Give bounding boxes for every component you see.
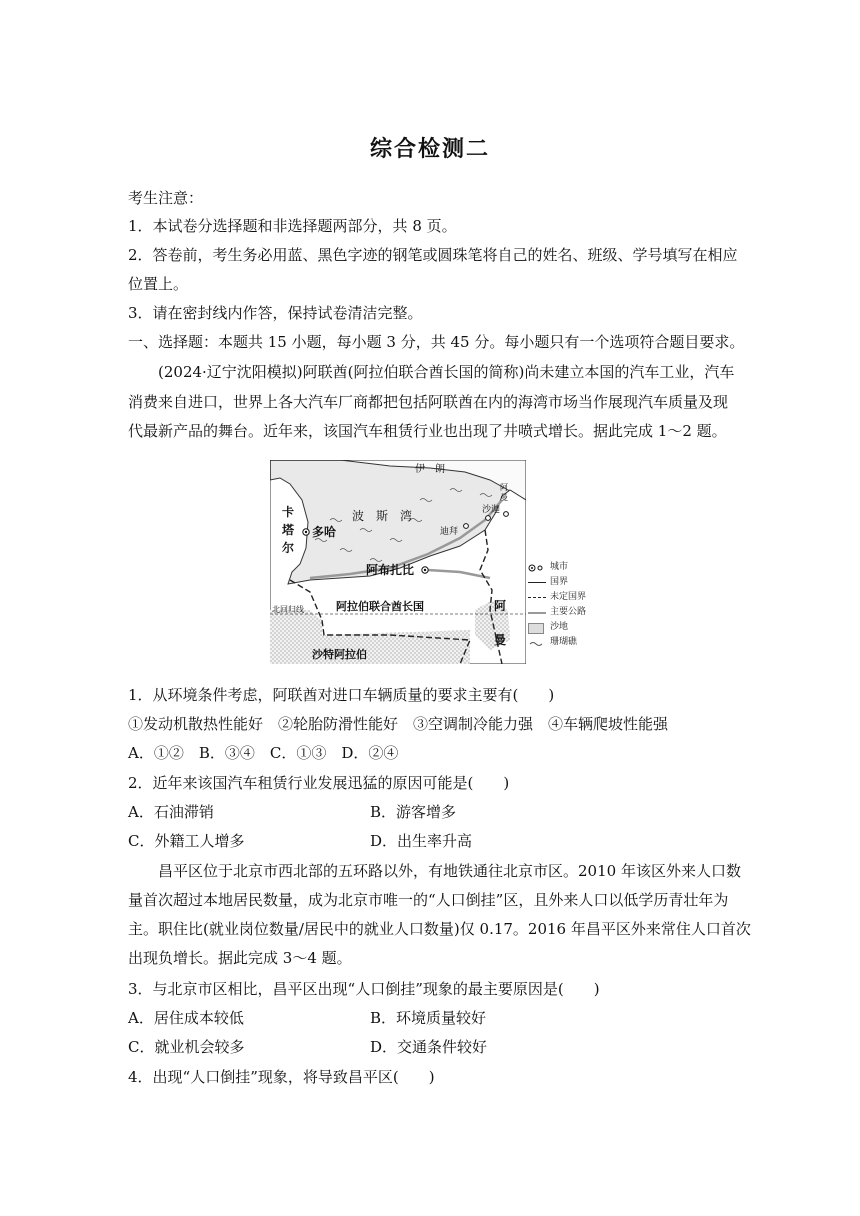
legend-undefined-border-label: 未定国界 xyxy=(550,592,587,602)
label-sharjah: 沙迦 xyxy=(482,505,501,515)
q3-option-c: C．就业机会较多 xyxy=(128,1038,245,1056)
notice-heading: 考生注意： xyxy=(128,189,204,207)
q1-stem: 1．从环境条件考虑，阿联酋对进口车辆质量的要求主要有( ) xyxy=(128,686,555,704)
legend-sand xyxy=(528,620,608,635)
city-sharjah-marker xyxy=(486,516,491,521)
q3-option-b: B．环境质量较好 xyxy=(370,1009,487,1027)
q2-stem: 2．近年来该国汽车租赁行业发展迅猛的原因可能是( ) xyxy=(128,774,510,792)
label-oman-1: 阿 xyxy=(494,599,507,613)
legend-road-label: 主要公路 xyxy=(550,607,587,617)
q2-option-a: A．石油滞销 xyxy=(128,803,214,821)
q3-stem: 3．与北京市区相比，昌平区出现“人口倒挂”现象的最主要原因是( ) xyxy=(128,980,600,998)
q4-stem: 4．出现“人口倒挂”现象，将导致昌平区( ) xyxy=(128,1068,435,1086)
passage2-line-4: 出现负增长。据此完成 3～4 题。 xyxy=(128,949,352,967)
label-qatar-2: 塔 xyxy=(282,523,295,537)
page-title: 综合检测二 xyxy=(369,136,490,162)
q1-items: ①发动机散热性能好 ②轮胎防滑性能好 ③空调制冷能力强 ④车辆爬坡性能强 xyxy=(128,715,669,733)
notice-item-2: 2．答卷前，考生务必用蓝、黑色字迹的钢笔或圆珠笔将自己的姓名、班级、学号填写在相应 xyxy=(128,246,738,264)
legend-city xyxy=(528,560,608,575)
legend-city-label: 城市 xyxy=(550,562,569,572)
notice-item-3: 3．请在密封线内作答，保持试卷清洁完整。 xyxy=(128,304,423,322)
label-dubai: 迪拜 xyxy=(440,527,459,537)
label-doha: 多哈 xyxy=(312,525,337,539)
legend-road xyxy=(528,605,608,620)
label-oman-2: 曼 xyxy=(494,633,507,647)
passage1-line-1: (2024·辽宁沈阳模拟)阿联酋(阿拉伯联合酋长国的简称)尚未建立本国的汽车工业，汽车 xyxy=(158,363,735,381)
notice-item-2-cont: 位置上。 xyxy=(128,275,189,293)
q3-option-a: A．居住成本较低 xyxy=(128,1009,244,1027)
label-qatar-1: 卡 xyxy=(282,505,295,519)
legend-border-label: 国界 xyxy=(550,577,569,587)
label-uae: 阿拉伯联合酋长国 xyxy=(336,600,424,613)
passage2-line-3: 主。职住比(就业岗位数量/居民中的就业人口数量)仅 0.17。2016 年昌平区外来常住人口首次 xyxy=(128,920,751,938)
label-oman-top-2: 曼 xyxy=(500,493,508,502)
city-dubai-marker xyxy=(464,524,469,529)
passage1-line-2: 消费来自进口，世界上各大汽车厂商都把包括阿联酋在内的海湾市场当作展现汽车质量及现 xyxy=(128,393,729,411)
city-oman-top-marker xyxy=(504,512,509,517)
q3-option-d: D．交通条件较好 xyxy=(370,1038,488,1056)
legend-undefined-border xyxy=(528,590,608,605)
map-legend xyxy=(528,560,608,650)
label-gulf: 波 斯 湾 xyxy=(352,509,413,523)
label-tropic: 北回归线 xyxy=(272,605,304,614)
legend-coral xyxy=(528,635,608,650)
city-doha-marker xyxy=(303,529,309,535)
legend-sand-label: 沙地 xyxy=(550,622,569,632)
label-saudi: 沙特阿拉伯 xyxy=(312,648,367,661)
label-iran: 伊 朗 xyxy=(415,464,445,475)
notice-item-1: 1．本试卷分选择题和非选择题两部分，共 8 页。 xyxy=(128,217,457,235)
passage1-line-3: 代最新产品的舞台。近年来，该国汽车租赁行业也出现了井喷式增长。据此完成 1～2 题。 xyxy=(128,422,727,440)
label-oman-top-1: 阿 xyxy=(500,483,508,492)
city-abudhabi-marker xyxy=(422,567,428,573)
q2-option-b: B．游客增多 xyxy=(370,803,457,821)
passage2-line-1: 昌平区位于北京市西北部的五环路以外，有地铁通往北京市区。2010 年该区外来人口数 xyxy=(158,862,741,880)
q2-option-c: C．外籍工人增多 xyxy=(128,832,245,850)
section-heading: 一、选择题：本题共 15 小题，每小题 3 分，共 45 分。每小题只有一个选项符合题目要求。 xyxy=(128,333,745,351)
uae-map-figure xyxy=(270,460,526,664)
legend-border xyxy=(528,575,608,590)
q2-option-d: D．出生率升高 xyxy=(370,832,473,850)
q1-options: A．①② B．③④ C．①③ D．②④ xyxy=(128,744,399,762)
passage2-line-2: 量首次超过本地居民数量，成为北京市唯一的“人口倒挂”区，且外来人口以低学历青壮年为 xyxy=(128,891,729,909)
label-abudhabi: 阿布扎比 xyxy=(366,563,415,577)
label-qatar-3: 尔 xyxy=(282,541,295,555)
legend-coral-label: 珊瑚礁 xyxy=(550,637,578,647)
